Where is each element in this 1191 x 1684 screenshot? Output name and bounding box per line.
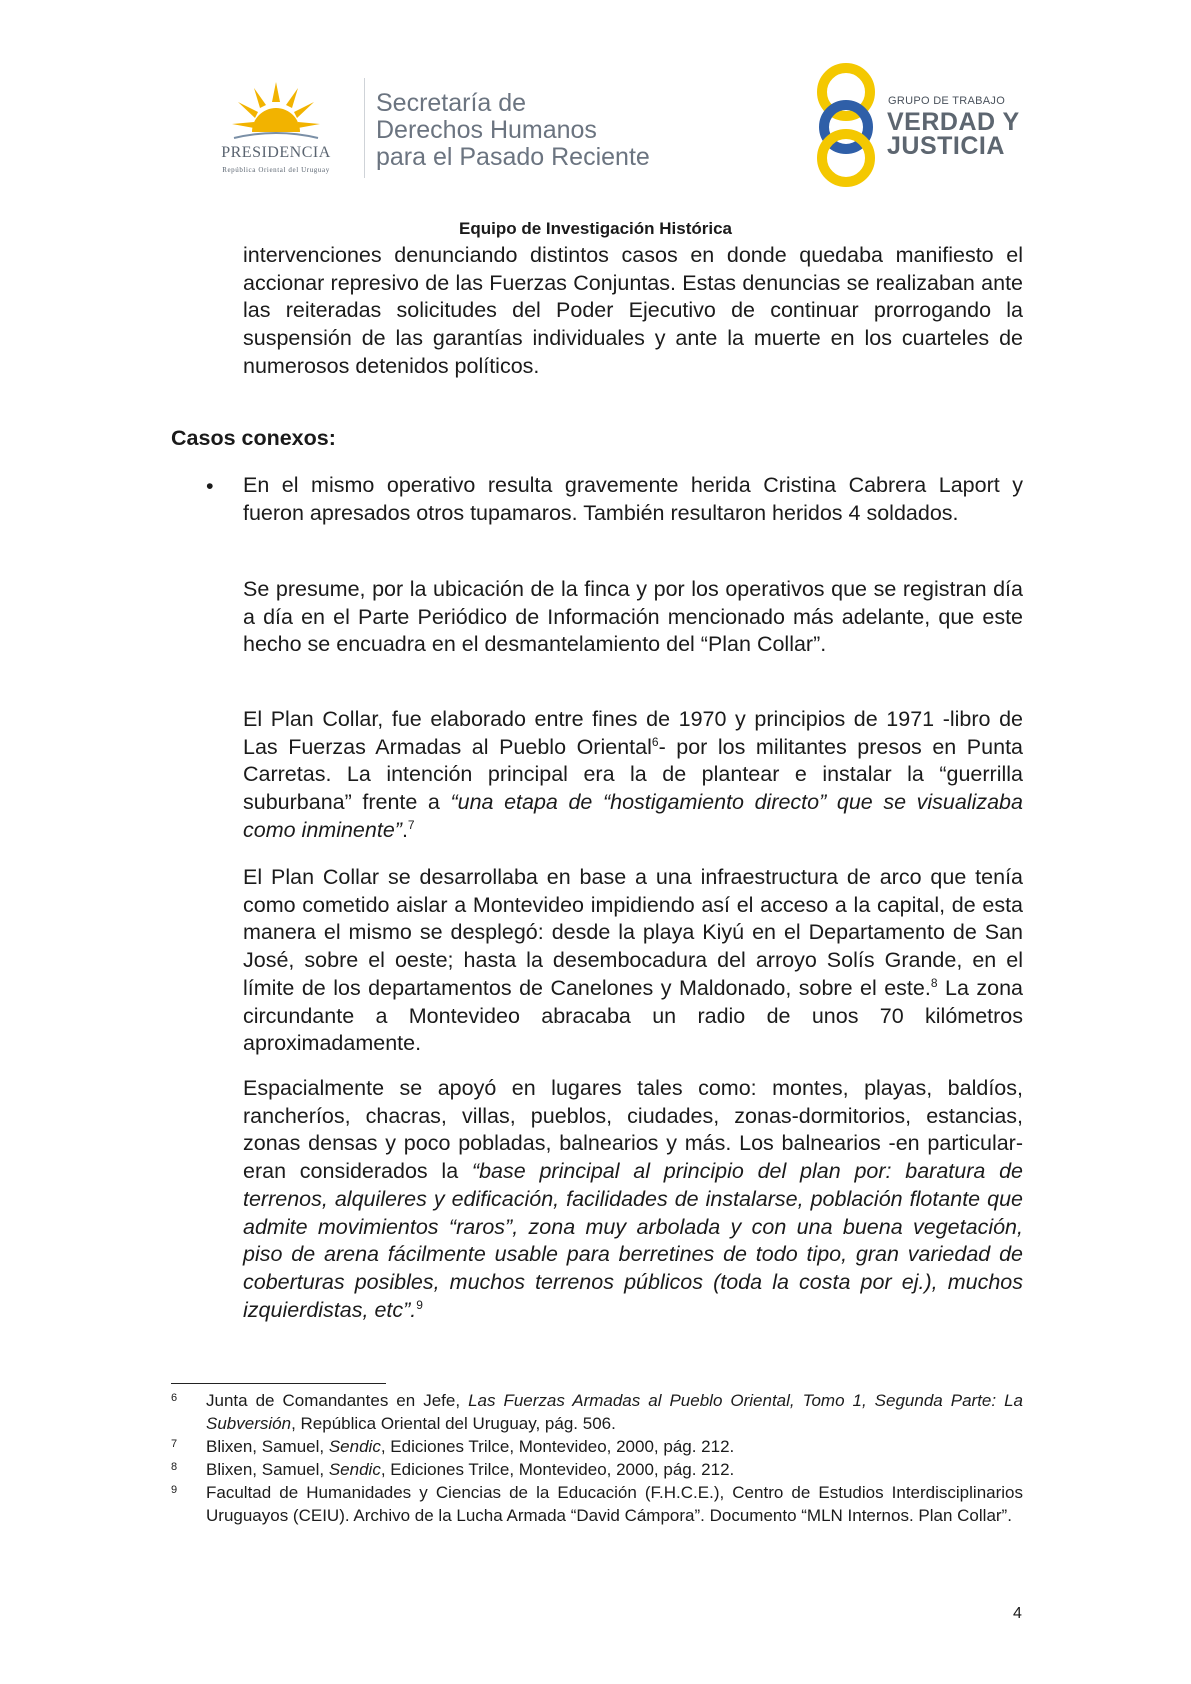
footnote-title: Sendic bbox=[328, 1437, 381, 1456]
secretaria-name bbox=[376, 90, 650, 171]
footnote-separator bbox=[171, 1383, 386, 1384]
secretaria-line-2: Derechos Humanos bbox=[376, 116, 597, 144]
verdad-line: VERDAD Y bbox=[887, 108, 1020, 136]
grupo-trabajo-label: GRUPO DE TRABAJO bbox=[888, 95, 1006, 107]
p4-text-a: El Plan Collar, fue elaborado entre fines de 1970 y principios de 1971 -libro de Las Fuerzas Armadas al Pueblo Oriental bbox=[243, 707, 1023, 759]
p4-text-c: . bbox=[401, 817, 408, 842]
sun-icon bbox=[230, 80, 322, 146]
paragraph-6 bbox=[243, 1075, 1023, 1324]
secretaria-line-3: para el Pasado Reciente bbox=[376, 143, 650, 171]
p5-text-b: La zona circundante a Montevideo abracaba un radio de unos 70 kilómetros aproximadamente. bbox=[243, 975, 1024, 1056]
footnote-number: 8 bbox=[171, 1461, 178, 1473]
footnote-text-a: Junta de Comandantes en Jefe, bbox=[206, 1391, 469, 1410]
paragraph-4 bbox=[243, 706, 1023, 845]
section-heading: Casos conexos: bbox=[171, 426, 336, 450]
linked-rings-icon bbox=[812, 62, 882, 187]
footnote-number: 9 bbox=[171, 1484, 178, 1496]
footnote-number: 6 bbox=[171, 1392, 178, 1404]
footnote-ref-9: 9 bbox=[416, 1297, 423, 1312]
bullet-marker: • bbox=[206, 474, 214, 498]
p4-text-b: - por los militantes presos en Punta Carretas. La intención principal era la de plantear e instalar la “guerrilla suburbana” frente a bbox=[243, 734, 1023, 815]
footnote-text-b: , Ediciones Trilce, Montevideo, 2000, pág. 212. bbox=[380, 1437, 735, 1456]
footnote-text bbox=[206, 1482, 1023, 1528]
p6-text-a: Espacialmente se apoyó en lugares tales como: montes, playas, baldíos, rancheríos, chacras, villas, pueblos, ciudades, zonas-dormitorios, estancias, zonas densas y poco pobladas, balnearios y más. Los balnearios -en particular- eran considerados la bbox=[243, 1076, 1023, 1184]
team-title: Equipo de Investigación Histórica bbox=[459, 219, 732, 238]
p6-quote: “base principal al principio del plan por: baratura de terrenos, alquileres y edificación, facilidades de instalarse, población flotante que admite movimientos “raros”, zona muy arbolada y con una buena vegetación, piso de arena fácilmente usable para berretines de todo tipo, gran variedad de coberturas posibles, muchos terrenos públicos (toda la costa por ej.), muchos izquierdistas, etc”. bbox=[243, 1159, 1023, 1322]
footnote-text-a: Blixen, Samuel, bbox=[206, 1460, 329, 1479]
p5-text-a: El Plan Collar se desarrollaba en base a una infraestructura de arco que tenía como cometido aislar a Montevideo impidiendo así el acceso a la capital, de esta manera el mismo se desplegó: desde la playa Kiyú en el Departamento de San José, sobre el oeste; hasta la desembocadura del arroyo Solís Grande, en el límite de los departamentos de Canelones y Maldonado, sobre el este. bbox=[243, 865, 1023, 1000]
header-divider bbox=[364, 78, 365, 178]
secretaria-line-1: Secretaría de bbox=[376, 89, 527, 117]
paragraph-3: Se presume, por la ubicación de la finca y por los operativos que se registran día a día en el Parte Periódico de Información mencionado más adelante, que este hecho se encuadra en el desmantelamiento del “Plan Collar”. bbox=[243, 577, 1023, 657]
p4-quote: “una etapa de “hostigamiento directo” que se visualizaba como inminente” bbox=[243, 790, 1023, 842]
page-number: 4 bbox=[1013, 1605, 1022, 1622]
footnote-ref-6: 6 bbox=[651, 734, 659, 749]
footnote-text-a: Facultad de Humanidades y Ciencias de la Educación (F.H.C.E.), Centro de Estudios Interdisciplinarios Uruguayos (CEIU). Archivo de la Lucha Armada “David Cámpora”. Documento “MLN Internos. Plan Collar”. bbox=[206, 1483, 1023, 1525]
grupo-trabajo-logo bbox=[812, 62, 1032, 187]
paragraph-5 bbox=[243, 864, 1023, 1058]
presidencia-name: PRESIDENCIA bbox=[221, 144, 331, 161]
paragraph-2: En el mismo operativo resulta gravemente herida Cristina Cabrera Laport y fueron apresados otros tupamaros. También resultaron heridos 4 soldados. bbox=[243, 473, 1023, 525]
footnote-title: Sendic bbox=[328, 1460, 381, 1479]
footnote-text-b: , República Oriental del Uruguay, pág. 506. bbox=[291, 1413, 616, 1433]
justicia-line: JUSTICIA bbox=[887, 132, 1005, 160]
footnote-text bbox=[206, 1459, 1023, 1482]
footnote-title: Las Fuerzas Armadas al Pueblo Oriental, Tomo 1, Segunda Parte: La Subversión bbox=[206, 1391, 1023, 1433]
footnote-text-b: , Ediciones Trilce, Montevideo, 2000, pág. 212. bbox=[380, 1460, 735, 1479]
footnote-text bbox=[206, 1436, 1023, 1459]
footnote-ref-8: 8 bbox=[930, 975, 938, 990]
footnote-number: 7 bbox=[171, 1438, 178, 1450]
presidencia-logo bbox=[196, 80, 356, 180]
footnote-ref-7: 7 bbox=[407, 817, 415, 832]
footnote-text-a: Blixen, Samuel, bbox=[206, 1437, 329, 1456]
verdad-justicia-title bbox=[887, 110, 1020, 158]
paragraph-1: intervenciones denunciando distintos casos en donde quedaba manifiesto el accionar represivo de las Fuerzas Conjuntas. Estas denuncias se realizaban ante las reiteradas solicitudes del Poder Ejecutivo de continuar prorrogando la suspensión de las garantías individuales y ante la muerte en los cuarteles de numerosos detenidos políticos. bbox=[243, 243, 1023, 378]
presidencia-subtitle: República Oriental del Uruguay bbox=[222, 166, 330, 174]
footnote-text bbox=[206, 1390, 1023, 1436]
